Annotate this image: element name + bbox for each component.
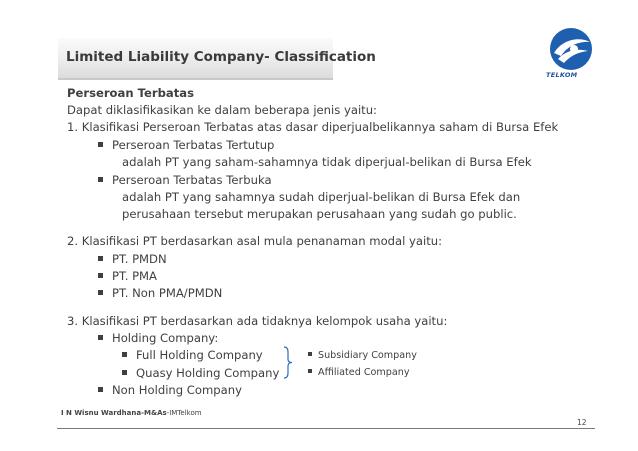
- list-subitem: PT. Non PMA/PMDN: [98, 285, 222, 303]
- page-number: 12: [577, 418, 587, 427]
- list-subsubitem: Quasy Holding Company: [122, 365, 279, 383]
- list-subitem: Holding Company:: [98, 330, 218, 348]
- title-bar: [58, 38, 376, 80]
- list-subsubitem: Full Holding Company: [122, 347, 263, 365]
- intro-text: Dapat diklasifikasikan ke dalam beberapa jenis yaitu:: [67, 103, 377, 117]
- footer-divider: [57, 428, 595, 429]
- square-bullet-icon: [122, 352, 127, 357]
- footer-text: I N Wisnu Wardhana-M&As-IMTelkom: [61, 409, 202, 417]
- square-bullet-icon: [98, 177, 103, 182]
- square-bullet-icon: [98, 273, 103, 278]
- list-subitem: PT. PMDN: [98, 251, 167, 269]
- list-item-2: 2. Klasifikasi PT berdasarkan asal mula penanaman modal yaitu:: [67, 234, 443, 248]
- square-bullet-icon: [98, 387, 103, 392]
- list-item-3: 3. Klasifikasi PT berdasarkan ada tidaknya kelompok usaha yaitu:: [67, 314, 448, 328]
- logo-text: TELKOM: [546, 71, 578, 79]
- list-subitem: PT. PMA: [98, 268, 157, 286]
- list-subitem: Non Holding Company: [98, 382, 242, 400]
- list-subitem: Perseroan Terbatas Tertutup: [98, 137, 274, 155]
- side-list-item: Subsidiary Company: [308, 350, 417, 361]
- square-bullet-icon: [122, 370, 127, 375]
- telkom-logo-icon: [548, 26, 594, 72]
- square-bullet-icon: [98, 142, 103, 147]
- subitem-description: adalah PT yang sahamnya sudah diperjual-belikan di Bursa Efek dan: [122, 190, 521, 204]
- bracket-icon: [283, 346, 293, 379]
- square-bullet-icon: [308, 352, 312, 356]
- list-subitem: Perseroan Terbatas Terbuka: [98, 172, 272, 190]
- side-list-item: Affiliated Company: [308, 367, 410, 378]
- section-heading: Perseroan Terbatas: [67, 86, 194, 100]
- square-bullet-icon: [308, 369, 312, 373]
- square-bullet-icon: [98, 335, 103, 340]
- list-item-1: 1. Klasifikasi Perseroan Terbatas atas dasar diperjualbelikannya saham di Bursa Efek: [67, 120, 559, 134]
- slide-title: Limited Liability Company- Classification: [66, 49, 376, 65]
- subitem-description: adalah PT yang saham-sahamnya tidak diperjual-belikan di Bursa Efek: [122, 155, 532, 169]
- subitem-description: perusahaan tersebut merupakan perusahaan yang sudah go public.: [122, 207, 517, 221]
- square-bullet-icon: [98, 290, 103, 295]
- square-bullet-icon: [98, 256, 103, 261]
